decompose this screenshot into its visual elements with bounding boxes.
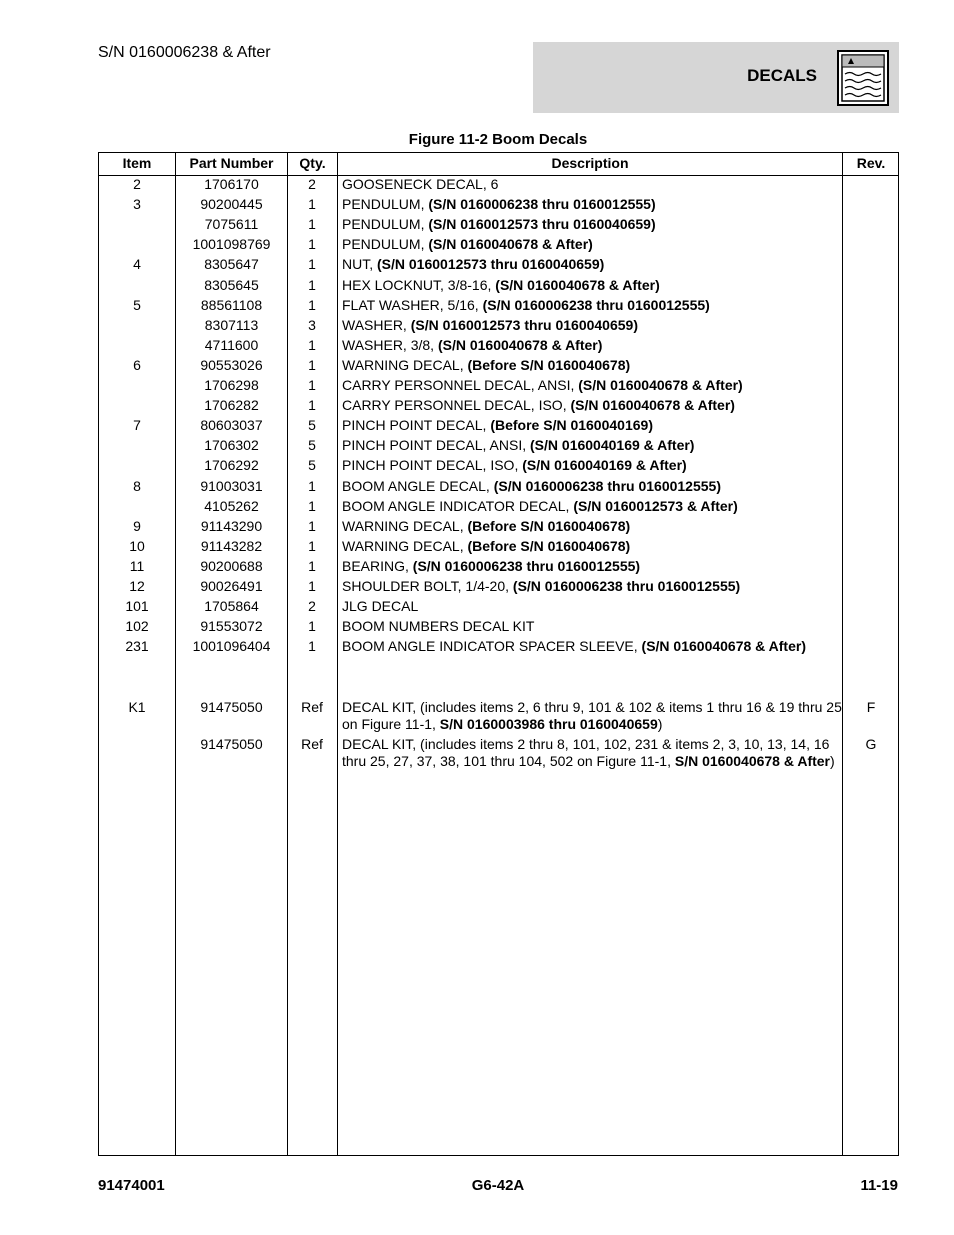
part-number-cell: 1706298 bbox=[204, 377, 259, 393]
serial-range: (S/N 0160006238 thru 0160012555) bbox=[482, 296, 710, 313]
figure-title: Figure 11-2 Boom Decals bbox=[408, 131, 588, 148]
item-cell: 231 bbox=[125, 638, 149, 655]
serial-range: (S/N 0160040169 & After) bbox=[522, 457, 687, 474]
header-qty: Qty. bbox=[299, 155, 326, 171]
qty-cell: 3 bbox=[308, 316, 316, 333]
serial-range: (Before S/N 0160040678) bbox=[467, 356, 631, 373]
serial-range: (S/N 0160040678 & After) bbox=[578, 377, 743, 393]
description-cell: NUT, (S/N 0160012573 thru 0160040659) bbox=[342, 256, 605, 273]
description-cell: WASHER, (S/N 0160012573 thru 0160040659) bbox=[342, 316, 638, 333]
item-cell: 11 bbox=[129, 557, 145, 574]
qty-cell: 1 bbox=[308, 377, 316, 393]
description-cell: BOOM ANGLE INDICATOR DECAL, (S/N 0160012573 & After) bbox=[342, 497, 738, 514]
part-number-cell: 1001098769 bbox=[192, 236, 271, 253]
qty-cell: 2 bbox=[308, 176, 316, 192]
header-rev: Rev. bbox=[856, 155, 886, 171]
qty-cell: 1 bbox=[308, 356, 316, 373]
item-cell: 10 bbox=[129, 537, 145, 554]
item-cell: 12 bbox=[129, 578, 145, 594]
part-number-cell: 88561108 bbox=[200, 296, 263, 313]
serial-range: (Before S/N 0160040169) bbox=[490, 417, 653, 434]
item-cell: 7 bbox=[133, 417, 141, 434]
description-cell: BOOM NUMBERS DECAL KIT bbox=[342, 618, 535, 635]
description-cell: PENDULUM, (S/N 0160012573 thru 0160040659) bbox=[342, 216, 656, 233]
rev-cell: F bbox=[866, 699, 876, 715]
item-cell: 9 bbox=[133, 517, 141, 534]
qty-cell: 1 bbox=[308, 236, 316, 253]
serial-range: (S/N 0160012573 & After) bbox=[573, 497, 738, 514]
qty-cell: 1 bbox=[308, 557, 316, 574]
description-cell: JLG DECAL bbox=[342, 598, 419, 615]
qty-cell: 1 bbox=[308, 517, 316, 534]
description-cell: PINCH POINT DECAL, ANSI, (S/N 0160040169 & After) bbox=[342, 437, 695, 454]
serial-range: (S/N 0160006238 thru 0160012555) bbox=[493, 477, 721, 494]
qty-cell: 1 bbox=[308, 336, 316, 353]
serial-range: (S/N 0160006238 thru 0160012555) bbox=[412, 557, 641, 574]
serial-range: (Before S/N 0160040678) bbox=[467, 517, 631, 534]
qty-cell: Ref bbox=[301, 699, 323, 715]
description-cell: SHOULDER BOLT, 1/4-20, (S/N 0160006238 thru 0160012555) bbox=[342, 578, 741, 594]
part-number-cell: 91553072 bbox=[200, 618, 263, 635]
part-number-cell: 1706170 bbox=[204, 176, 259, 192]
part-number-cell: 90200688 bbox=[200, 557, 263, 574]
decal-icon bbox=[837, 50, 889, 106]
serial-range: S/N 0160003986 thru 0160040659 bbox=[439, 716, 658, 732]
header-item: Item bbox=[122, 155, 152, 171]
part-number-cell: 1001096404 bbox=[192, 638, 271, 655]
qty-cell: Ref bbox=[301, 736, 323, 752]
header-description: Description bbox=[551, 155, 629, 171]
item-cell: 5 bbox=[133, 296, 141, 313]
part-number-cell: 1706302 bbox=[204, 437, 259, 454]
description-cell: PENDULUM, (S/N 0160040678 & After) bbox=[342, 236, 593, 253]
footer-page-number: 11-19 bbox=[860, 1177, 898, 1194]
footer-doc-number: 91474001 bbox=[98, 1177, 165, 1194]
item-cell: 2 bbox=[133, 176, 141, 192]
part-number-cell: 8307113 bbox=[204, 316, 259, 333]
description-cell: DECAL KIT, (includes items 2 thru 8, 101, 102, 231 & items 2, 3, 10, 13, 14, 16 thru 25, 27, 37, 38, 101 thru 104, 502 on Figure 11-1, S/N 0160040678 & After) bbox=[342, 736, 835, 769]
description-cell: WARNING DECAL, (Before S/N 0160040678) bbox=[342, 537, 631, 554]
serial-range: (S/N 0160040678 & After) bbox=[570, 397, 735, 414]
serial-range: (S/N 0160012573 thru 0160040659) bbox=[410, 316, 638, 333]
item-cell: 3 bbox=[133, 196, 141, 213]
description-cell: CARRY PERSONNEL DECAL, ISO, (S/N 0160040678 & After) bbox=[342, 397, 735, 414]
description-cell: HEX LOCKNUT, 3/8-16, (S/N 0160040678 & After) bbox=[342, 276, 660, 293]
serial-range: (Before S/N 0160040678) bbox=[467, 537, 631, 554]
serial-range: (S/N 0160012573 thru 0160040659) bbox=[428, 216, 656, 233]
description-cell: CARRY PERSONNEL DECAL, ANSI, (S/N 0160040678 & After) bbox=[342, 377, 743, 393]
serial-range: (S/N 0160006238 thru 0160012555) bbox=[428, 196, 656, 213]
description-cell: DECAL KIT, (includes items 2, 6 thru 9, 101 & 102 & items 1 thru 16 & 19 thru 25 on Figure 11-1, S/N 0160003986 thru 0160040659) bbox=[342, 699, 842, 732]
description-cell: PINCH POINT DECAL, (Before S/N 0160040169) bbox=[342, 417, 653, 434]
part-number-cell: 80603037 bbox=[200, 417, 263, 434]
part-number-cell: 1706282 bbox=[204, 397, 259, 414]
qty-cell: 1 bbox=[308, 216, 316, 233]
part-number-cell: 4105262 bbox=[204, 497, 259, 514]
description-cell: BOOM ANGLE INDICATOR SPACER SLEEVE, (S/N 0160040678 & After) bbox=[342, 638, 806, 655]
part-number-cell: 8305647 bbox=[204, 256, 259, 273]
item-cell: 6 bbox=[133, 356, 141, 373]
part-number-cell: 8305645 bbox=[204, 276, 259, 293]
qty-cell: 1 bbox=[308, 196, 316, 213]
part-number-cell: 90200445 bbox=[200, 196, 263, 213]
part-number-cell: 91003031 bbox=[200, 477, 263, 494]
qty-cell: 1 bbox=[308, 256, 316, 273]
item-cell: 8 bbox=[133, 477, 141, 494]
section-banner bbox=[533, 42, 899, 113]
part-number-cell: 90026491 bbox=[200, 578, 263, 594]
serial-range: (S/N 0160012573 thru 0160040659) bbox=[377, 256, 605, 273]
qty-cell: 1 bbox=[308, 296, 316, 313]
qty-cell: 1 bbox=[308, 477, 316, 494]
serial-range: (S/N 0160040678 & After) bbox=[437, 336, 603, 353]
qty-cell: 1 bbox=[308, 578, 316, 594]
description-cell: FLAT WASHER, 5/16, (S/N 0160006238 thru 0160012555) bbox=[342, 296, 710, 313]
qty-cell: 2 bbox=[308, 598, 316, 615]
item-cell: 102 bbox=[125, 618, 149, 635]
description-cell: PENDULUM, (S/N 0160006238 thru 0160012555) bbox=[342, 196, 656, 213]
description-cell: WASHER, 3/8, (S/N 0160040678 & After) bbox=[342, 336, 603, 353]
part-number-cell: 4711600 bbox=[204, 336, 259, 353]
serial-range: (S/N 0160040678 & After) bbox=[428, 236, 593, 253]
part-number-cell: 91143290 bbox=[200, 517, 263, 534]
part-number-cell: 91475050 bbox=[200, 699, 263, 715]
item-cell: K1 bbox=[128, 699, 146, 715]
serial-range: (S/N 0160040678 & After) bbox=[641, 638, 806, 655]
description-cell: BEARING, (S/N 0160006238 thru 0160012555) bbox=[342, 557, 641, 574]
part-number-cell: 91475050 bbox=[200, 736, 263, 752]
section-title: DECALS bbox=[747, 66, 817, 85]
description-cell: GOOSENECK DECAL, 6 bbox=[342, 176, 499, 192]
qty-cell: 1 bbox=[308, 537, 316, 554]
qty-cell: 1 bbox=[308, 276, 316, 293]
qty-cell: 5 bbox=[308, 417, 316, 434]
qty-cell: 1 bbox=[308, 618, 316, 635]
parts-table bbox=[98, 152, 899, 1156]
serial-range: S/N 0160040678 & After bbox=[674, 753, 831, 769]
qty-cell: 1 bbox=[308, 397, 316, 414]
item-cell: 4 bbox=[133, 256, 141, 273]
part-number-cell: 1705864 bbox=[204, 598, 259, 615]
serial-range: (S/N 0160040678 & After) bbox=[495, 276, 660, 293]
qty-cell: 1 bbox=[308, 638, 316, 655]
serial-range: (S/N 0160006238 thru 0160012555) bbox=[512, 578, 741, 594]
header-part-number: Part Number bbox=[189, 155, 274, 171]
item-cell: 101 bbox=[125, 598, 149, 615]
part-number-cell: 90553026 bbox=[200, 356, 263, 373]
part-number-cell: 91143282 bbox=[200, 537, 263, 554]
qty-cell: 5 bbox=[308, 457, 316, 474]
description-cell: WARNING DECAL, (Before S/N 0160040678) bbox=[342, 517, 631, 534]
part-number-cell: 1706292 bbox=[204, 457, 259, 474]
part-number-cell: 7075611 bbox=[204, 216, 259, 233]
description-cell: WARNING DECAL, (Before S/N 0160040678) bbox=[342, 356, 631, 373]
column-divider bbox=[337, 153, 338, 1155]
serial-number-header: S/N 0160006238 & After bbox=[98, 44, 271, 61]
column-divider bbox=[842, 153, 843, 1155]
rev-cell: G bbox=[865, 736, 877, 752]
footer-model: G6-42A bbox=[471, 1177, 525, 1194]
qty-cell: 1 bbox=[308, 497, 316, 514]
description-cell: BOOM ANGLE DECAL, (S/N 0160006238 thru 0160012555) bbox=[342, 477, 721, 494]
qty-cell: 5 bbox=[308, 437, 316, 454]
serial-range: (S/N 0160040169 & After) bbox=[530, 437, 695, 454]
description-cell: PINCH POINT DECAL, ISO, (S/N 0160040169 & After) bbox=[342, 457, 687, 474]
